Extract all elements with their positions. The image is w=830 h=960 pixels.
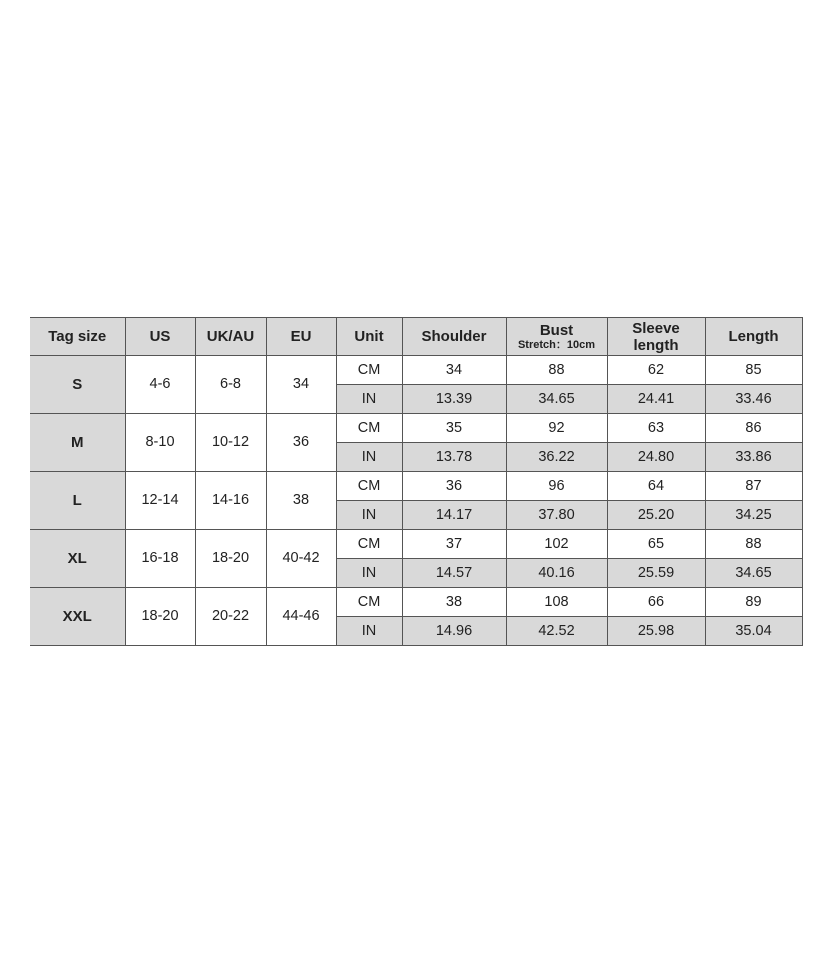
header-us: US [125,318,195,356]
length-cell: 85 [705,356,802,385]
shoulder-cell: 13.39 [402,385,506,414]
sleeve-cell: 65 [607,530,705,559]
bust-cell: 40.16 [506,559,607,588]
eu-cell: 34 [266,356,336,414]
unit-cell: CM [336,530,402,559]
header-bust-note: Stretch：10cm [517,338,596,351]
sleeve-cell: 25.59 [607,559,705,588]
sleeve-cell: 24.80 [607,443,705,472]
length-cell: 33.86 [705,443,802,472]
us-cell: 12-14 [125,472,195,530]
unit-cell: IN [336,385,402,414]
unit-cell: IN [336,559,402,588]
header-sleeve-length [607,318,705,356]
bust-cell: 37.80 [506,501,607,530]
eu-cell: 38 [266,472,336,530]
bust-cell: 42.52 [506,617,607,646]
sleeve-cell: 64 [607,472,705,501]
eu-cell: 40-42 [266,530,336,588]
shoulder-cell: 14.96 [402,617,506,646]
shoulder-cell: 14.57 [402,559,506,588]
tag-size-cell: L [30,472,125,530]
eu-cell: 36 [266,414,336,472]
bust-cell: 102 [506,530,607,559]
size-chart-table [30,317,803,646]
us-cell: 18-20 [125,588,195,646]
header-unit: Unit [336,318,402,356]
bust-cell: 92 [506,414,607,443]
shoulder-cell: 38 [402,588,506,617]
length-cell: 34.65 [705,559,802,588]
header-bust-label: Bust [539,321,574,339]
shoulder-cell: 37 [402,530,506,559]
length-cell: 86 [705,414,802,443]
header-sleeve-line2: length [633,336,679,354]
unit-cell: IN [336,617,402,646]
uk-au-cell: 18-20 [195,530,266,588]
size-chart [30,317,803,646]
header-shoulder: Shoulder [402,318,506,356]
uk-au-cell: 14-16 [195,472,266,530]
length-cell: 89 [705,588,802,617]
unit-cell: IN [336,501,402,530]
table-row-xxl-cm [30,588,802,617]
length-cell: 33.46 [705,385,802,414]
uk-au-cell: 20-22 [195,588,266,646]
shoulder-cell: 14.17 [402,501,506,530]
shoulder-cell: 13.78 [402,443,506,472]
table-row-xl-cm [30,530,802,559]
bust-cell: 36.22 [506,443,607,472]
sleeve-cell: 24.41 [607,385,705,414]
header-length: Length [705,318,802,356]
table-row-m-cm [30,414,802,443]
uk-au-cell: 6-8 [195,356,266,414]
us-cell: 8-10 [125,414,195,472]
sleeve-cell: 63 [607,414,705,443]
length-cell: 88 [705,530,802,559]
shoulder-cell: 36 [402,472,506,501]
us-cell: 16-18 [125,530,195,588]
length-cell: 34.25 [705,501,802,530]
bust-cell: 34.65 [506,385,607,414]
tag-size-cell: XXL [30,588,125,646]
unit-cell: CM [336,414,402,443]
bust-cell: 88 [506,356,607,385]
tag-size-cell: S [30,356,125,414]
sleeve-cell: 25.98 [607,617,705,646]
table-row-l-cm [30,472,802,501]
header-eu: EU [266,318,336,356]
header-tag-size: Tag size [30,318,125,356]
eu-cell: 44-46 [266,588,336,646]
length-cell: 35.04 [705,617,802,646]
length-cell: 87 [705,472,802,501]
tag-size-cell: XL [30,530,125,588]
uk-au-cell: 10-12 [195,414,266,472]
unit-cell: CM [336,356,402,385]
header-row [30,318,802,356]
header-sleeve-line1: Sleeve [632,319,680,337]
unit-cell: CM [336,588,402,617]
header-uk-au: UK/AU [195,318,266,356]
bust-cell: 108 [506,588,607,617]
unit-cell: CM [336,472,402,501]
sleeve-cell: 62 [607,356,705,385]
sleeve-cell: 66 [607,588,705,617]
tag-size-cell: M [30,414,125,472]
sleeve-cell: 25.20 [607,501,705,530]
header-bust [506,318,607,356]
bust-cell: 96 [506,472,607,501]
unit-cell: IN [336,443,402,472]
shoulder-cell: 34 [402,356,506,385]
us-cell: 4-6 [125,356,195,414]
table-row-s-cm [30,356,802,385]
shoulder-cell: 35 [402,414,506,443]
